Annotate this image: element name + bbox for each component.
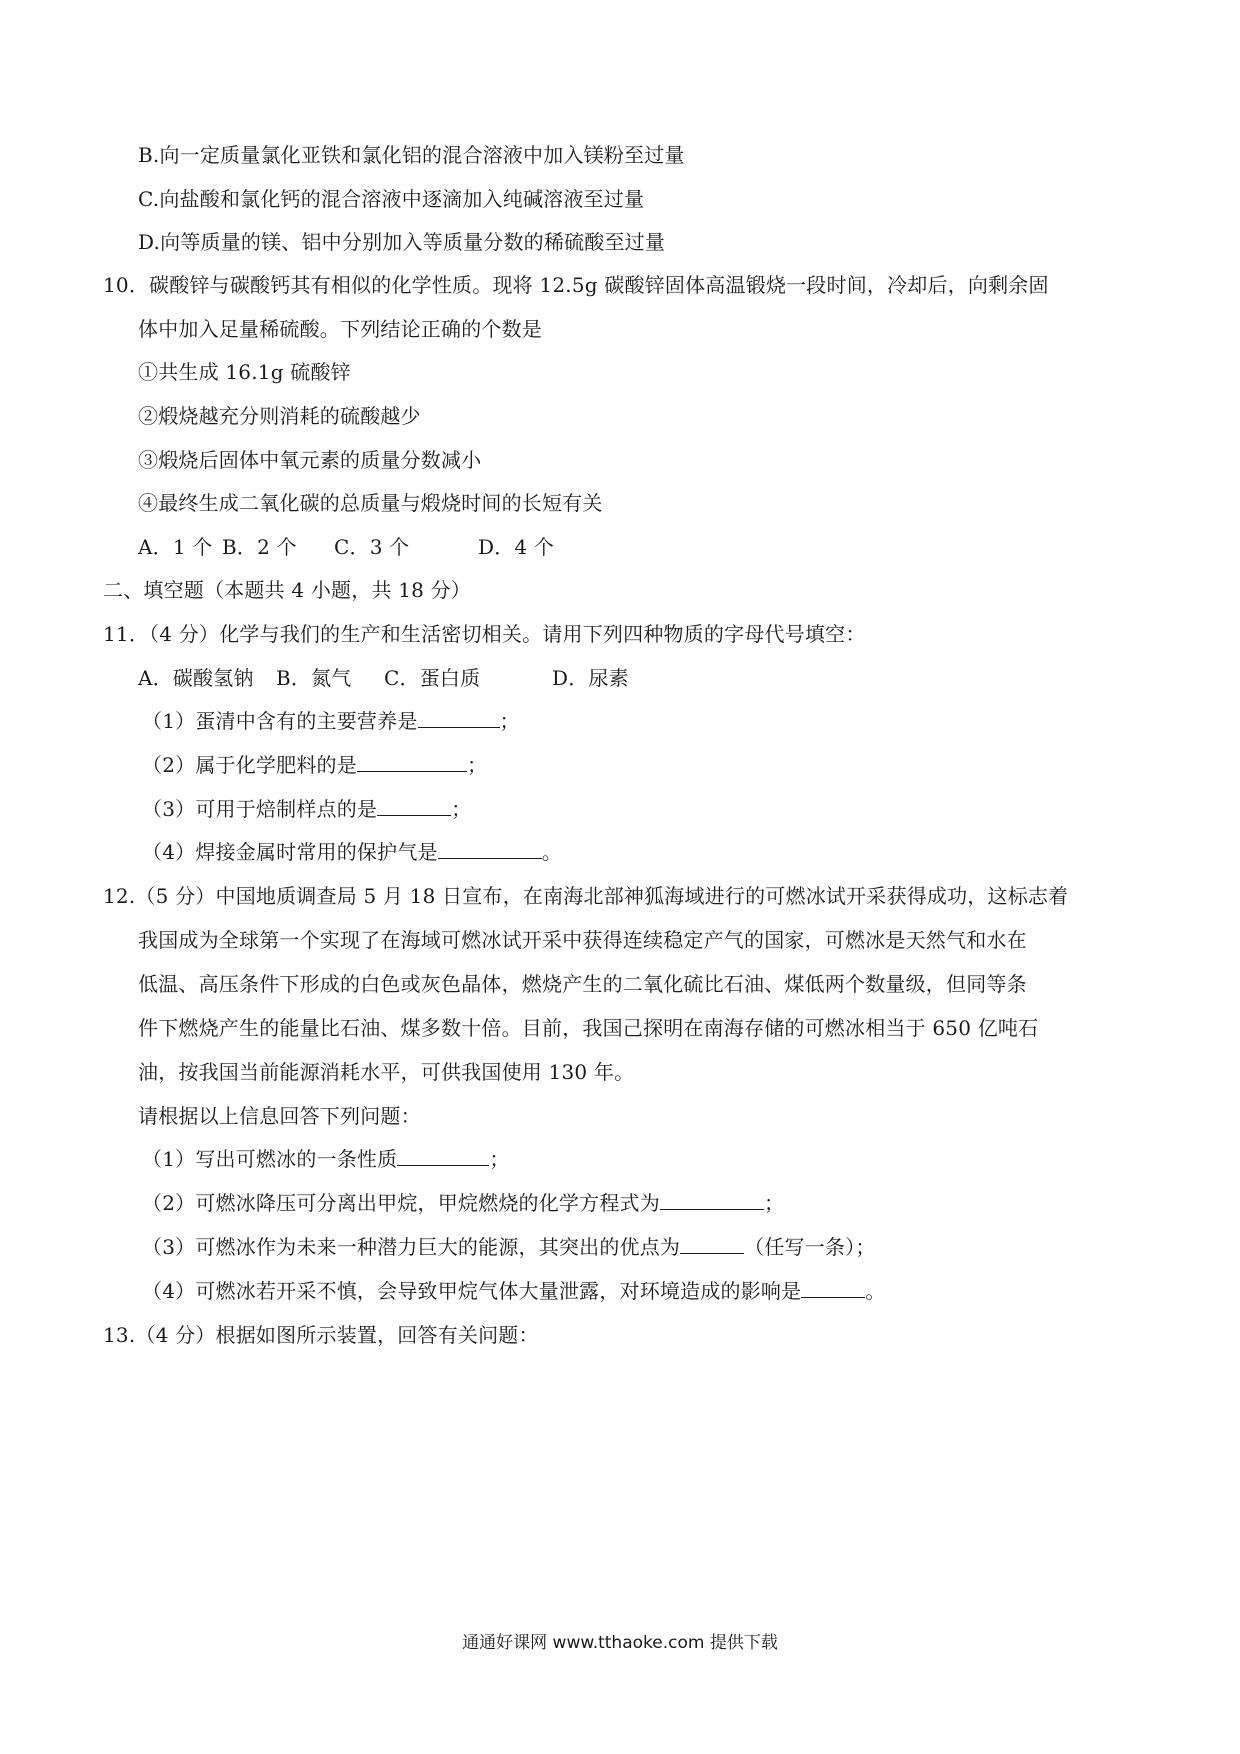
q10-statement-4: ④最终生成二氧化碳的总质量与煅烧时间的长短有关 (138, 491, 603, 515)
page-footer: 通通好课网 www.tthaoke.com 提供下载 (462, 1633, 778, 1653)
q11-option-a: A．碳酸氢钠 (138, 666, 254, 690)
q11-option-b: B．氮气 (276, 666, 352, 690)
q11-part-3 (142, 796, 471, 822)
answer-blank[interactable] (377, 797, 451, 816)
q12-part-2-end: ； (763, 1191, 785, 1215)
q11-part-1-text: （1）蛋清中含有的主要营养是 (142, 709, 418, 733)
q11-part-2-end: ； (466, 753, 488, 777)
q10-statement-3: ③煅烧后固体中氧元素的质量分数减小 (138, 448, 482, 472)
q12-part-2 (142, 1190, 784, 1216)
q10-statement-2: ②煅烧越充分则消耗的硫酸越少 (138, 404, 421, 428)
q11-part-1 (142, 708, 520, 734)
q11-part-3-text: （3）可用于焙制样点的是 (142, 797, 378, 821)
q10-option-b: B．2 个 (222, 535, 297, 559)
q11-part-1-end: ； (499, 709, 520, 733)
q12-part-3 (142, 1234, 876, 1260)
q12-part-4-text: （4）可燃冰若开采不慎，会导致甲烷气体大量泄露，对环境造成的影响是 (142, 1279, 802, 1303)
q10-stem-line-1: 10．碳酸锌与碳酸钙其有相似的化学性质。现将 12.5g 碳酸锌固体高温锻烧一段时间，冷却后，向剩余固 (103, 273, 1049, 297)
q11-part-4-end: 。 (541, 840, 562, 864)
q12-part-2-text: （2）可燃冰降压可分离出甲烷，甲烷燃烧的化学方程式为 (142, 1191, 660, 1215)
q12-paragraph-line-1: 12.（5 分）中国地质调查局 5 月 18 日宣布，在南海北部神狐海域进行的可燃冰试开采获得成功，这标志着 (103, 884, 1069, 908)
q9-option-d: D.向等质量的镁、铝中分别加入等质量分数的稀硫酸至过量 (138, 230, 666, 254)
q12-paragraph-line-5: 油，按我国当前能源消耗水平，可供我国使用 130 年。 (138, 1060, 635, 1084)
answer-blank[interactable] (357, 753, 467, 772)
q12-part-3-text: （3）可燃冰作为未来一种潜力巨大的能源，其突出的优点为 (142, 1235, 681, 1259)
q11-part-4 (142, 839, 562, 865)
answer-blank[interactable] (680, 1235, 744, 1254)
answer-blank[interactable] (397, 1147, 489, 1166)
q9-option-c: C.向盐酸和氯化钙的混合溶液中逐滴加入纯碱溶液至过量 (138, 187, 645, 211)
q11-part-3-end: ； (451, 797, 472, 821)
q10-statement-1: ①共生成 16.1g 硫酸锌 (138, 360, 351, 384)
q9-option-b: B.向一定质量氯化亚铁和氯化铝的混合溶液中加入镁粉至过量 (138, 143, 685, 167)
q11-stem: 11．（4 分）化学与我们的生产和生活密切相关。请用下列四种物质的字母代号填空： (103, 622, 866, 646)
q12-paragraph-line-4: 件下燃烧产生的能量比石油、煤多数十倍。目前，我国己探明在南海存储的可燃冰相当于 650 亿吨石 (138, 1016, 1039, 1040)
answer-blank[interactable] (801, 1279, 865, 1298)
q10-option-a: A．1 个 (138, 535, 213, 559)
q10-option-c: C．3 个 (334, 535, 410, 559)
q12-part-1 (142, 1146, 510, 1172)
q11-part-2-text: （2）属于化学肥料的是 (142, 753, 357, 777)
q12-part-1-end: ； (489, 1147, 510, 1171)
q12-paragraph-line-2: 我国成为全球第一个实现了在海域可燃冰试开采中获得连续稳定产气的国家，可燃冰是天然气和水在 (138, 928, 1027, 952)
q10-stem-line-2: 体中加入足量稀硫酸。下列结论正确的个数是 (138, 317, 542, 341)
q11-part-4-text: （4）焊接金属时常用的保护气是 (142, 840, 438, 864)
q12-prompt: 请根据以上信息回答下列问题： (138, 1104, 421, 1128)
q11-option-d: D．尿素 (552, 666, 629, 690)
q12-part-1-text: （1）写出可燃冰的一条性质 (142, 1147, 398, 1171)
q12-part-4-end: 。 (865, 1279, 886, 1303)
q12-part-3-end: （任写一条）； (744, 1235, 876, 1259)
q12-part-4 (142, 1278, 886, 1304)
section-2-heading: 二、填空题（本题共 4 小题，共 18 分） (103, 578, 472, 602)
q13-stem: 13.（4 分）根据如图所示装置，回答有关问题： (103, 1323, 539, 1347)
q11-option-c: C．蛋白质 (384, 666, 481, 690)
q10-option-d: D．4 个 (478, 535, 555, 559)
answer-blank[interactable] (660, 1191, 764, 1210)
answer-blank[interactable] (438, 840, 542, 859)
q12-paragraph-line-3: 低温、高压条件下形成的白色或灰色晶体，燃烧产生的二氧化硫比石油、煤低两个数量级，但同等条 (138, 972, 1027, 996)
q11-part-2 (142, 752, 487, 778)
answer-blank[interactable] (418, 709, 500, 728)
